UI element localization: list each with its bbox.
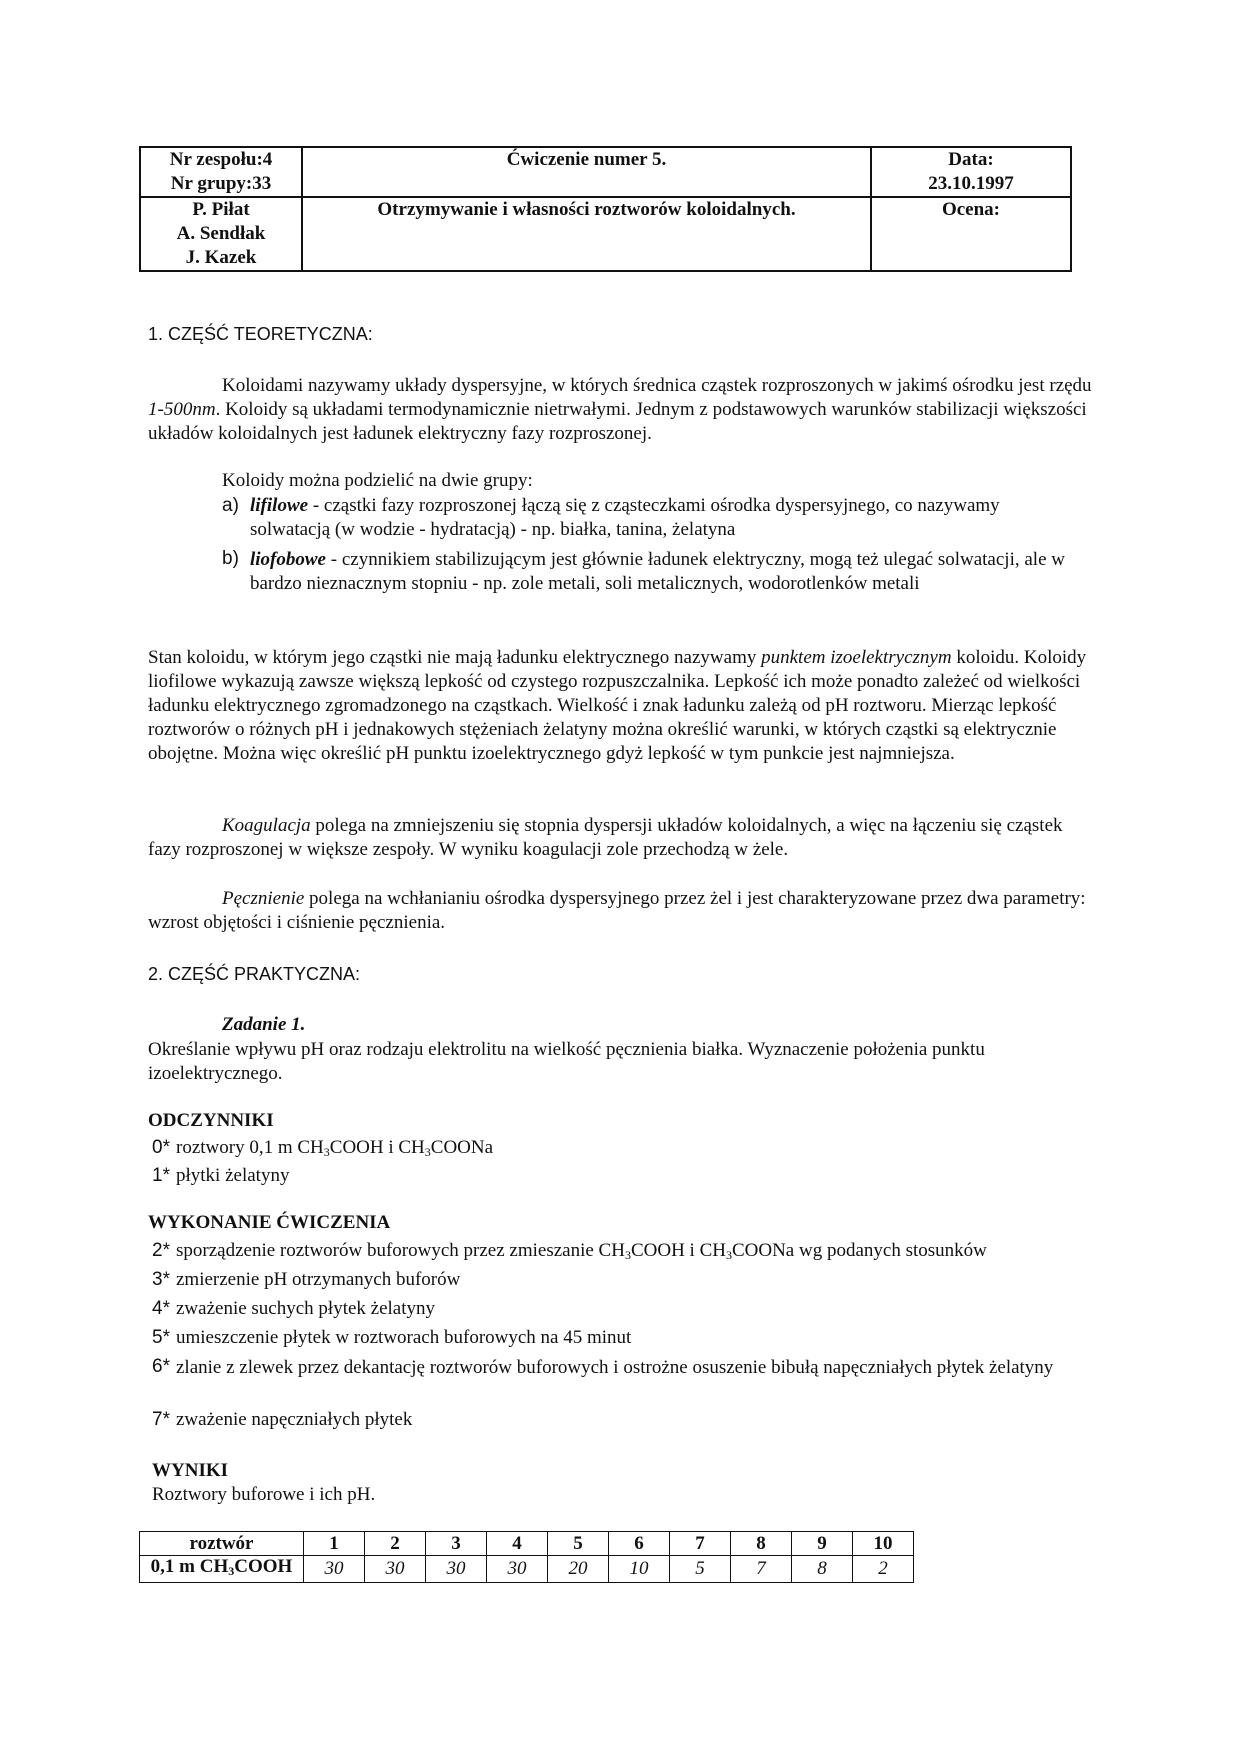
theory-paragraph-3 xyxy=(148,814,1092,862)
item-b-text: - czynnikiem stabilizującym jest głównie ładunek elektryczny, mogą też ulegać solwatacji, ale w bardzo nieznacznym stopniu - np. zole metali, soli metalicznych, wodorotlenków metali xyxy=(250,549,1065,594)
step-marker-6: 6* xyxy=(152,1356,170,1377)
col-head-2: 2 xyxy=(365,1532,426,1556)
row-label-sub: 3 xyxy=(228,1564,235,1578)
author-1: P. Piłat xyxy=(192,199,250,220)
col-head-1: 1 xyxy=(304,1532,365,1556)
date-value: 23.10.1997 xyxy=(928,173,1014,194)
table-cell: 8 xyxy=(792,1556,853,1583)
step-item-3: zmierzenie pH otrzymanych buforów xyxy=(176,1269,461,1290)
practice-heading: 2. CZĘŚĆ PRAKTYCZNA: xyxy=(148,964,361,984)
p2-text-b: koloidu. Koloidy liofilowe wykazują zawsze większą lepkość od czystego rozpuszczalnika. Lepkość ich może ponadto zależeć od wielkości ładunku elektrycznego zgromadzonego na cząstkach. Wielkość i znak ładunku zależą od pH roztworu. Mierząc lepkość roztworów o różnych pH i jednakowych stężeniach żelatyny można określić warunki, w których cząstki są elektrycznie obojętne. Można więc określić pH punktu izoelektrycznego gdyż lepkość w tym punkcie jest najmniejsza. xyxy=(148,647,1087,764)
step-marker-4: 4* xyxy=(152,1298,170,1319)
table-row xyxy=(140,1532,914,1556)
author-2: A. Sendłak xyxy=(176,223,266,244)
table-cell: 10 xyxy=(609,1556,670,1583)
p4-emphasis: Pęcznienie xyxy=(222,888,305,909)
groups-intro: Koloidy można podzielić na dwie grupy: xyxy=(222,470,533,491)
reagent-marker-0: 0* xyxy=(152,1137,170,1158)
p2-emphasis: punktem izoelektrycznym xyxy=(761,647,952,668)
col-head-4: 4 xyxy=(487,1532,548,1556)
table-cell: 30 xyxy=(304,1556,365,1583)
term-liofobowe: liofobowe xyxy=(250,549,326,570)
table-head-label: roztwór xyxy=(140,1532,304,1556)
reagent-marker-1: 1* xyxy=(152,1165,170,1186)
col-head-3: 3 xyxy=(426,1532,487,1556)
item-a-text: - cząstki fazy rozproszonej łączą się z cząsteczkami ośrodka dyspersyjnego, co nazywamy solwatacją (w wodzie - hydratacją) - np. białka, tanina, żelatyna xyxy=(250,495,1000,540)
p4-text: polega na wchłanianiu ośrodka dyspersyjnego przez żel i jest charakteryzowane przez dwa parametry: wzrost objętości i ciśnienie pęcznienia. xyxy=(148,888,1086,933)
step-2-sub2: 3 xyxy=(725,1248,732,1262)
theory-paragraph-1 xyxy=(148,374,1092,446)
reagents-heading: ODCZYNNIKI xyxy=(148,1110,274,1131)
table-cell: 30 xyxy=(487,1556,548,1583)
date-label: Data: xyxy=(948,149,994,170)
theory-paragraph-4 xyxy=(148,887,1092,935)
p1-emphasis: 1-500nm xyxy=(148,399,216,420)
step-2-text-c: COONa wg podanych stosunków xyxy=(731,1240,987,1261)
row-label-a: 0,1 m CH xyxy=(150,1556,229,1577)
step-item-5: umieszczenie płytek w roztworach buforowych na 45 minut xyxy=(176,1327,632,1348)
p1-text-a: Koloidami nazywamy układy dyspersyjne, w których średnica cząstek rozproszonych w jakimś ośrodku jest rzędu xyxy=(222,375,1092,396)
task-description: Określanie wpływu pH oraz rodzaju elektrolitu na wielkość pęcznienia białka. Wyznaczenie położenia punktu izoelektrycznego. xyxy=(148,1039,985,1084)
reagent-item-0 xyxy=(176,1137,493,1160)
topic-cell xyxy=(302,197,871,271)
list-letter-a: a) xyxy=(222,495,239,516)
reagent-0-sub1: 3 xyxy=(323,1145,330,1159)
step-6-text: zlanie z zlewek przez dekantację roztworów buforowych i ostrożne osuszenie bibułą napęczniałych płytek żelatyny xyxy=(176,1357,1054,1378)
results-table xyxy=(139,1531,914,1583)
list-letter-b: b) xyxy=(222,548,239,569)
list-item-liofobowe xyxy=(250,548,1084,596)
author-3: J. Kazek xyxy=(185,247,257,268)
row-label xyxy=(140,1556,304,1583)
grade-cell xyxy=(871,197,1071,271)
reagent-0-text-c: COONa xyxy=(430,1137,494,1158)
date-cell xyxy=(871,147,1071,197)
step-2-sub1: 3 xyxy=(624,1248,631,1262)
col-head-6: 6 xyxy=(609,1532,670,1556)
step-item-4: zważenie suchych płytek żelatyny xyxy=(176,1298,436,1319)
col-head-9: 9 xyxy=(792,1532,853,1556)
step-item-6 xyxy=(176,1356,1086,1380)
p1-text-b: . Koloidy są układami termodynamicznie nietrwałymi. Jednym z podstawowych warunków stabilizacji większości układów koloidalnych jest ładunek elektryczny fazy rozproszonej. xyxy=(148,399,1087,444)
p3-emphasis: Koagulacja xyxy=(222,815,311,836)
theory-paragraph-2 xyxy=(148,646,1092,766)
row-label-b: COOH xyxy=(234,1556,293,1577)
table-cell: 30 xyxy=(365,1556,426,1583)
reagent-item-1 xyxy=(176,1165,289,1187)
task-title: Zadanie 1. xyxy=(222,1014,306,1035)
table-cell: 2 xyxy=(853,1556,914,1583)
table-cell: 7 xyxy=(731,1556,792,1583)
term-lifilowe: lifilowe xyxy=(250,495,309,516)
p2-text-a: Stan koloidu, w którym jego cząstki nie mają ładunku elektrycznego nazywamy xyxy=(148,647,762,668)
col-head-10: 10 xyxy=(853,1532,914,1556)
reagent-0-text-a: roztwory 0,1 m CH xyxy=(176,1137,324,1158)
list-item-lifilowe xyxy=(250,494,1084,542)
reagent-0-text-b: COOH i CH xyxy=(329,1137,425,1158)
results-caption: Roztwory buforowe i ich pH. xyxy=(152,1484,376,1505)
exercise-title: Ćwiczenie numer 5. xyxy=(506,149,667,170)
team-label: Nr zespołu:4 xyxy=(169,149,273,170)
reagent-1-text: płytki żelatyny xyxy=(176,1165,290,1186)
table-cell: 5 xyxy=(670,1556,731,1583)
grade-label: Ocena: xyxy=(941,199,1001,220)
step-item-2 xyxy=(176,1240,1086,1263)
team-cell xyxy=(140,147,302,197)
reagent-0-sub2: 3 xyxy=(424,1145,431,1159)
table-cell: 30 xyxy=(426,1556,487,1583)
step-2-text-b: COOH i CH xyxy=(630,1240,726,1261)
authors-cell xyxy=(140,197,302,271)
procedure-heading: WYKONANIE ĆWICZENIA xyxy=(148,1212,391,1233)
table-row xyxy=(140,1556,914,1583)
step-item-7: zważenie napęczniałych płytek xyxy=(176,1409,413,1430)
step-marker-7: 7* xyxy=(152,1409,170,1430)
step-marker-3: 3* xyxy=(152,1269,170,1290)
step-marker-2: 2* xyxy=(152,1240,170,1261)
results-heading: WYNIKI xyxy=(152,1460,229,1481)
p3-text: polega na zmniejszeniu się stopnia dyspersji układów koloidalnych, a więc na łączeniu się cząstek fazy rozproszonej w większe zespoły. W wyniku koagulacji zole przechodzą w żele. xyxy=(148,815,1063,860)
col-head-8: 8 xyxy=(731,1532,792,1556)
step-marker-5: 5* xyxy=(152,1327,170,1348)
group-label: Nr grupy:33 xyxy=(170,173,272,194)
header-table xyxy=(139,146,1072,272)
exercise-cell xyxy=(302,147,871,197)
col-head-5: 5 xyxy=(548,1532,609,1556)
col-head-7: 7 xyxy=(670,1532,731,1556)
theory-heading: 1. CZĘŚĆ TEORETYCZNA: xyxy=(148,324,373,344)
topic-title: Otrzymywanie i własności roztworów koloidalnych. xyxy=(377,199,796,220)
step-2-text-a: sporządzenie roztworów buforowych przez zmieszanie CH xyxy=(176,1240,625,1261)
table-cell: 20 xyxy=(548,1556,609,1583)
